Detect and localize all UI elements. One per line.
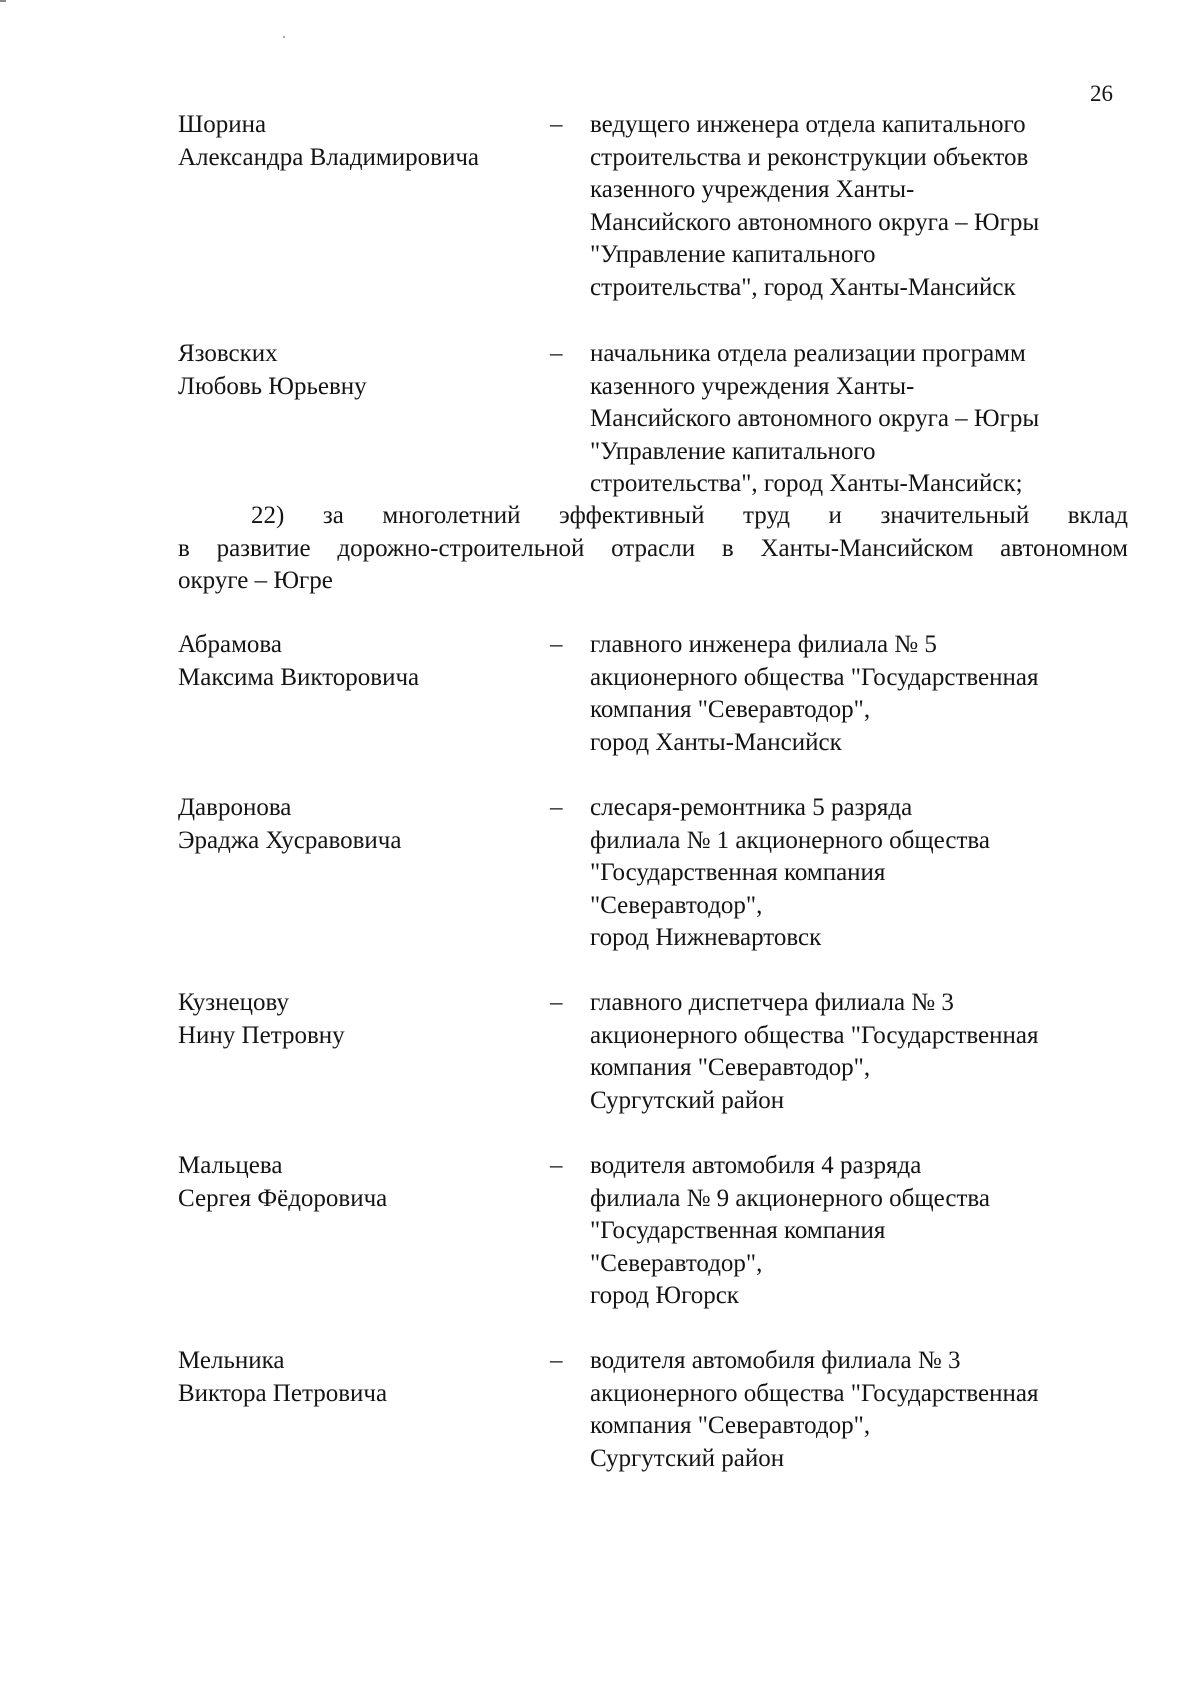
dash-separator: – (550, 989, 563, 1016)
person-position: слесаря-ремонтника 5 разряда филиала № 1 акционерного общества "Государственная компания "Северавтодор", город Нижневартовск (590, 794, 990, 951)
person-name: Кузнецову Нину Петровну (178, 989, 345, 1049)
person-name: Давронова Эраджа Хусравовича (178, 794, 402, 854)
person-name: Мальцева Сергея Фёдоровича (178, 1152, 388, 1212)
person-position: начальника отдела реализации программ казенного учреждения Ханты- Мансийского автономного округа – Югры "Управление капитального строительства", город Ханты-Мансийск; (590, 340, 1040, 497)
person-position: главного диспетчера филиала № 3 акционерного общества "Государственная компания "Северавтодор", Сургутский район (590, 989, 1039, 1114)
dash-separator: – (550, 340, 563, 367)
person-name: Абрамова Максима Викторовича (178, 631, 420, 691)
person-position: ведущего инженера отдела капитального строительства и реконструкции объектов казенного учреждения Ханты- Мансийского автономного округа – Югры "Управление капитального строительства", город Ханты-Мансийск (590, 111, 1040, 301)
dash-separator: – (550, 631, 563, 658)
person-position: водителя автомобиля филиала № 3 акционерного общества "Государственная компания "Северавтодор", Сургутский район (590, 1347, 1039, 1472)
dash-separator: – (550, 1347, 563, 1374)
section-22-paragraph: 22) за многолетний эффективный труд и значительный вклад в развитие дорожно-строительной отрасли в Ханты-Мансийском автономном округе – Югре (178, 502, 1128, 594)
dash-separator: – (550, 111, 563, 138)
scan-artifact (283, 36, 285, 38)
person-name: Мельника Виктора Петровича (178, 1347, 388, 1407)
person-position: главного инженера филиала № 5 акционерного общества "Государственная компания "Северавтодор", город Ханты-Мансийск (590, 631, 1039, 756)
scan-artifact (0, 0, 6, 2)
person-name: Шорина Александра Владимировича (178, 111, 479, 171)
dash-separator: – (550, 794, 563, 821)
page-number: 26 (1090, 81, 1113, 106)
dash-separator: – (550, 1152, 563, 1179)
person-name: Язовских Любовь Юрьевну (178, 340, 367, 400)
person-position: водителя автомобиля 4 разряда филиала № 9 акционерного общества "Государственная компания "Северавтодор", город Югорск (590, 1152, 990, 1309)
